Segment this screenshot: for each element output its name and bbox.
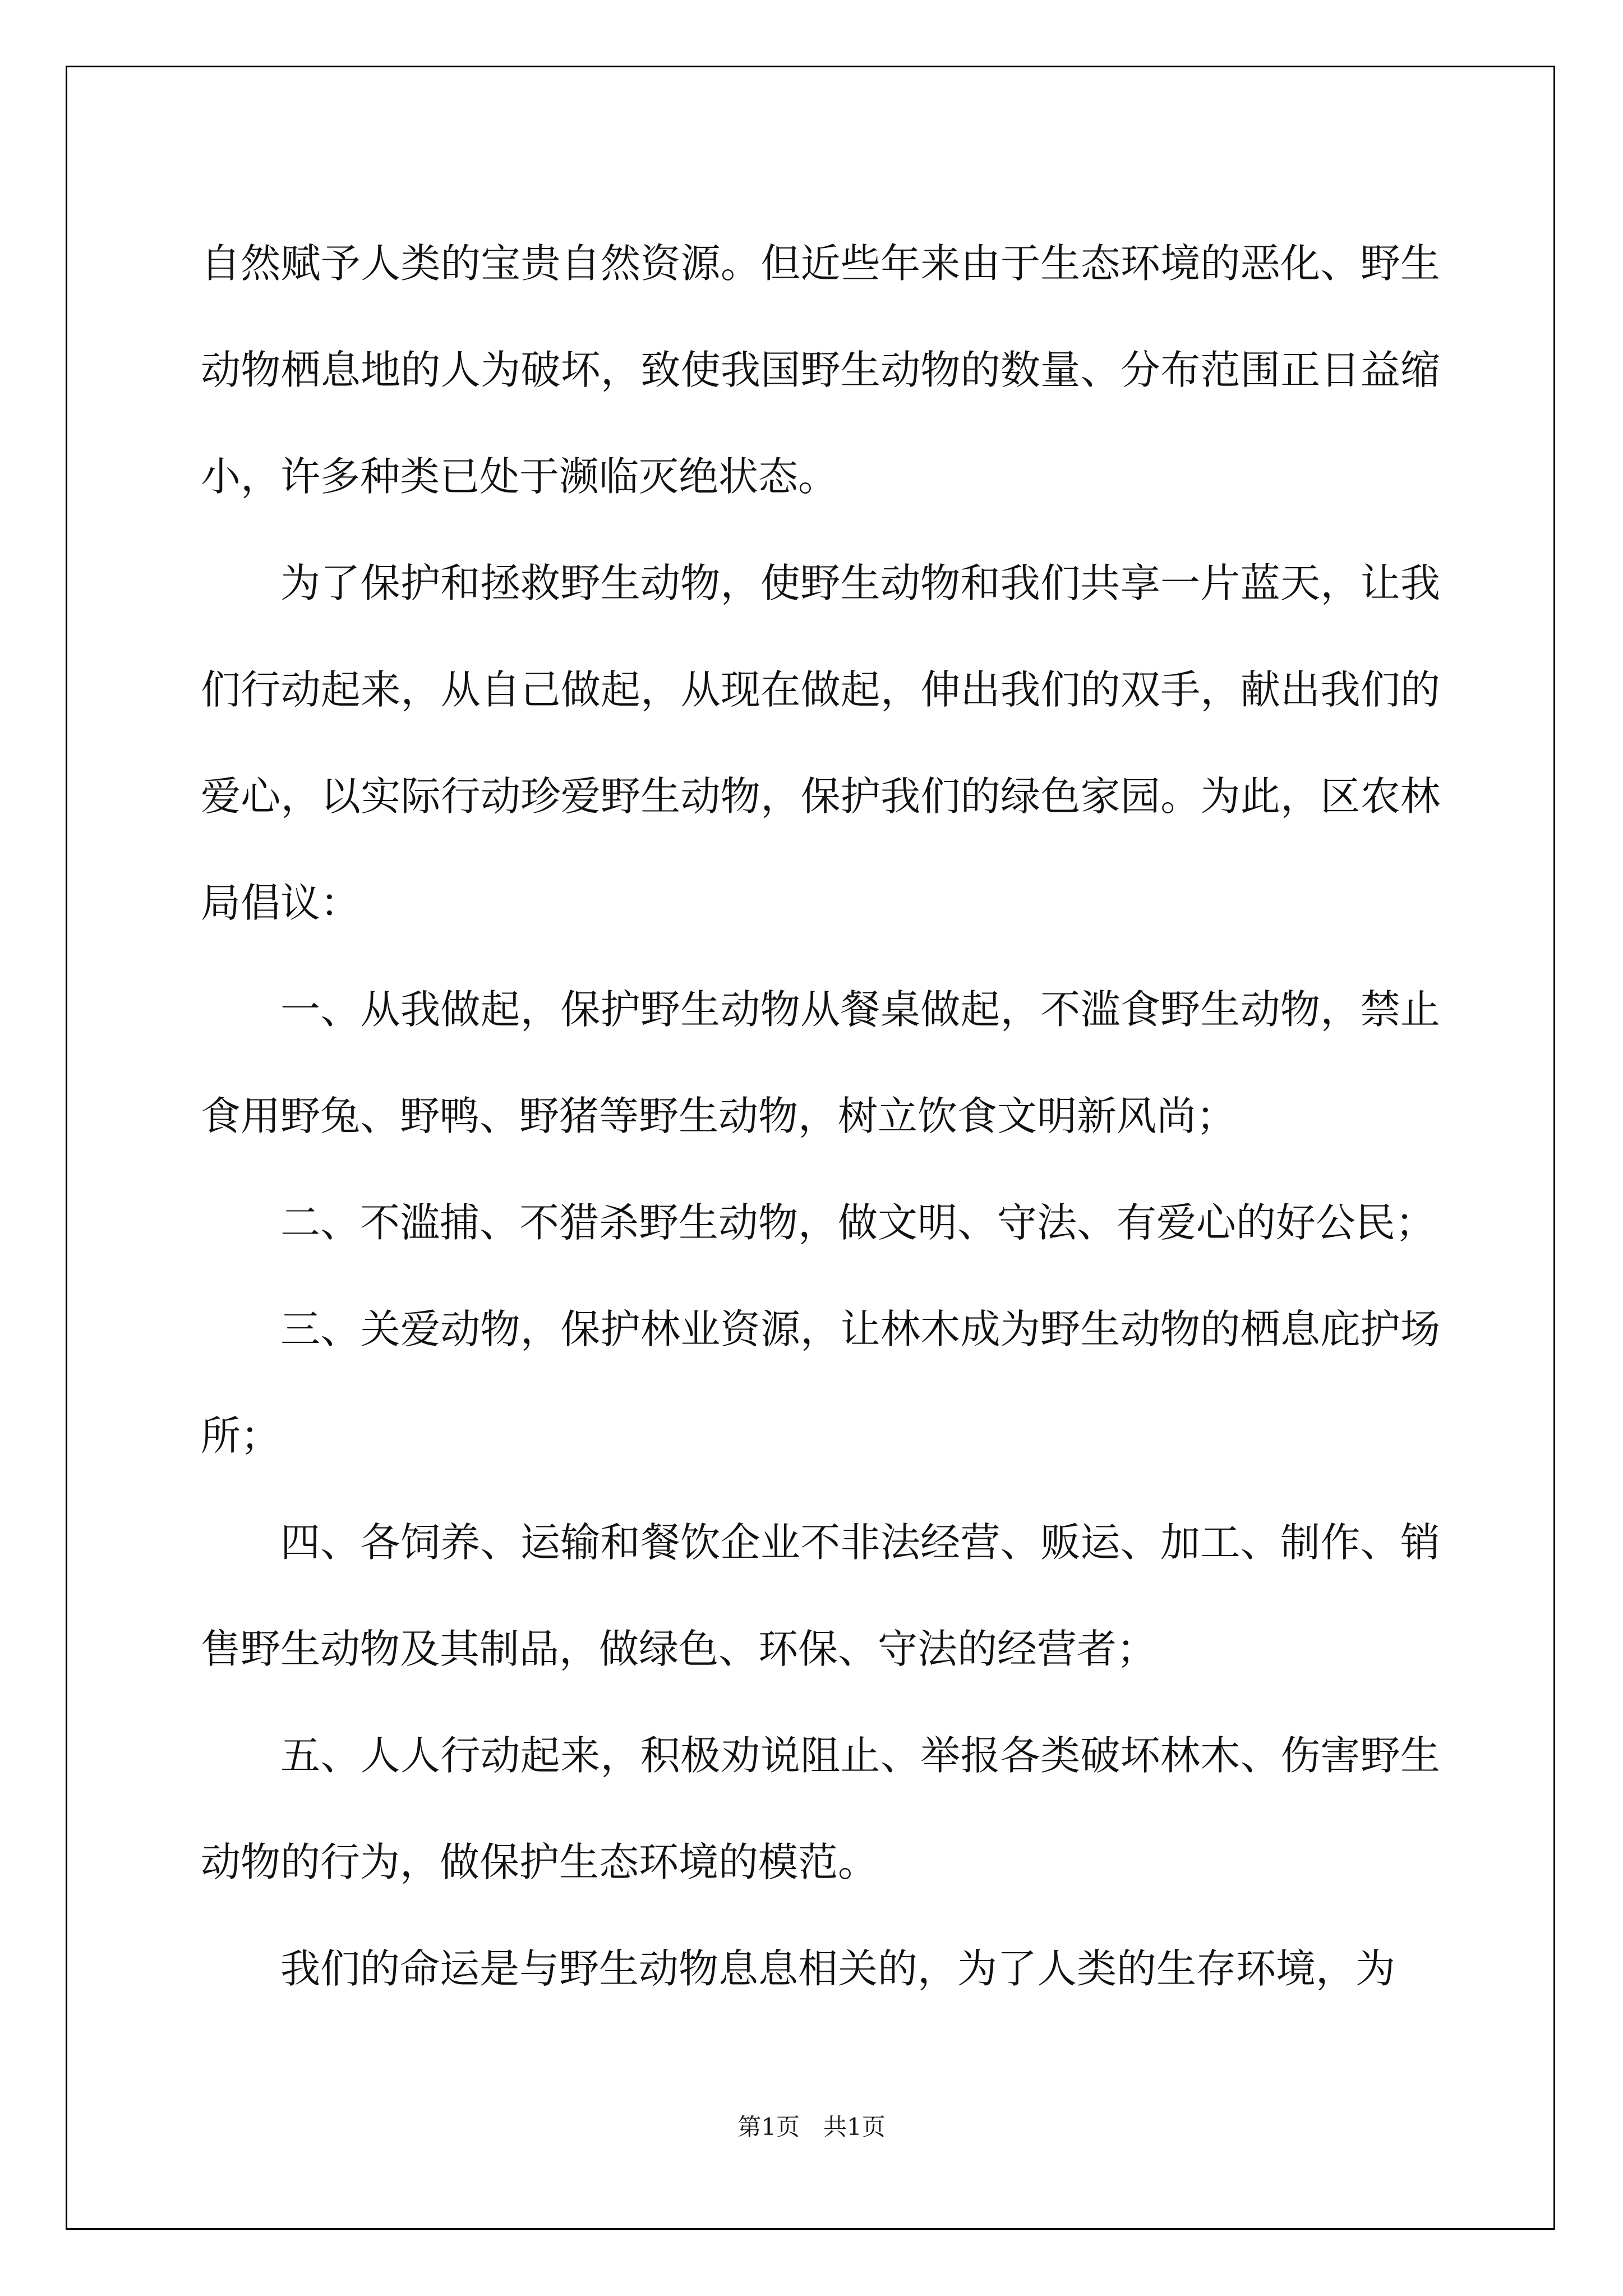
paragraph-6: 四、各饲养、运输和餐饮企业不非法经营、贩运、加工、制作、销售野生动物及其制品，做绿色、环保、守法的经营者；: [201, 1519, 1440, 1672]
paragraph-4: 二、不滥捕、不猎杀野生动物，做文明、守法、有爱心的好公民；: [280, 1199, 1436, 1246]
page-number: 第1页 共1页: [737, 2113, 886, 2141]
paragraph-2: 为了保护和拯救野生动物，使野生动物和我们共享一片蓝天，让我们行动起来，从自己做起，从现在做起，伸出我们的双手，献出我们的爱心，以实际行动珍爱野生动物，保护我们的绿色家园。为此，区农林局倡议：: [201, 560, 1440, 926]
paragraph-5: 三、关爱动物，保护林业资源，让林木成为野生动物的栖息庇护场所；: [201, 1306, 1440, 1459]
paragraph-3: 一、从我做起，保护野生动物从餐桌做起，不滥食野生动物，禁止食用野兔、野鸭、野猪等野生动物，树立饮食文明新风尚；: [201, 986, 1440, 1139]
paragraph-8: 我们的命运是与野生动物息息相关的，为了人类的生存环境，为: [280, 1945, 1396, 1992]
paragraph-7: 五、人人行动起来，积极劝说阻止、举报各类破坏林木、伤害野生动物的行为，做保护生态环境的模范。: [201, 1732, 1440, 1885]
document-body: [201, 210, 1440, 2022]
paragraph-1: 自然赋予人类的宝贵自然资源。但近些年来由于生态环境的恶化、野生动物栖息地的人为破坏，致使我国野生动物的数量、分布范围正日益缩小，许多种类已处于濒临灭绝状态。: [201, 240, 1440, 500]
